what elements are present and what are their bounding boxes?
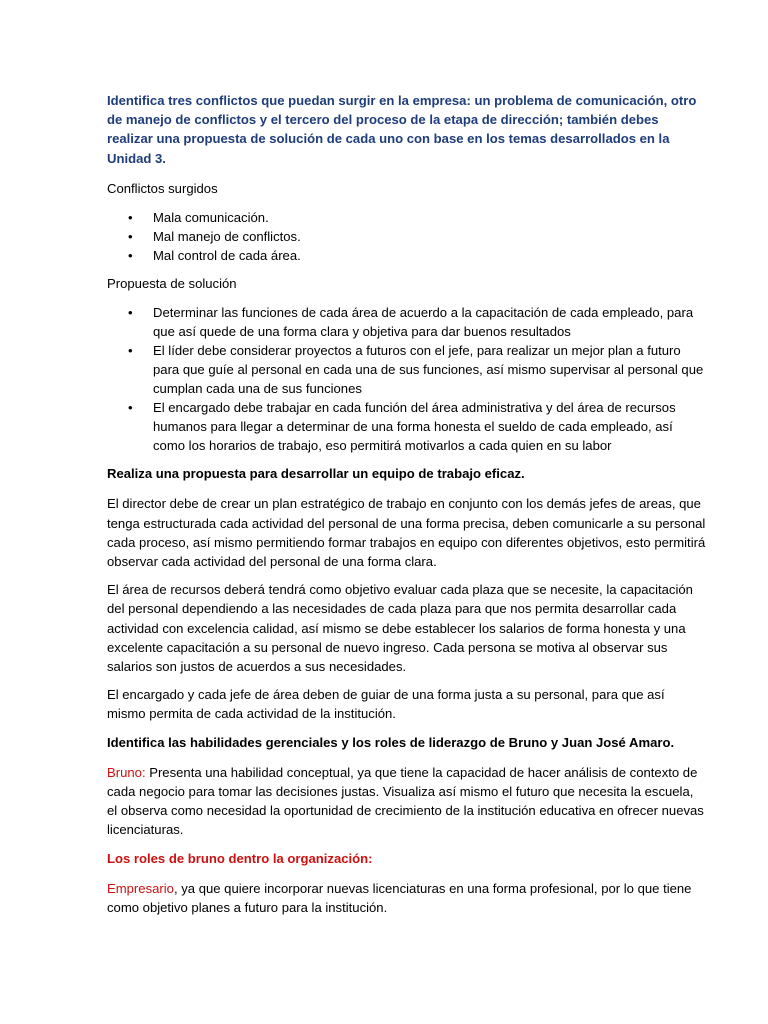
list-item: • Mal control de cada área. <box>128 248 301 264</box>
list-item: • Mala comunicación. <box>128 210 269 226</box>
team-paragraph: El encargado y cada jefe de área deben de guiar de una forma justa a su personal, para que así mismo permita de cada actividad de la institución. <box>107 687 665 722</box>
intro-paragraph: Identifica tres conflictos que puedan surgir en la empresa: un problema de comunicación, otro de manejo de conflictos y el tercero del proceso de la etapa de dirección; también debes realizar una propuesta de solución de cada uno con base en los temas desarrollados en la Unidad 3. <box>107 93 697 166</box>
bullet-icon: • <box>128 210 133 226</box>
team-paragraph: El área de recursos deberá tendrá como objetivo evaluar cada plaza que se necesite, la capacitación del personal dependiendo a las necesidades de cada plaza para que nos permita desarrollar cada actividad con excelencia calidad, así mismo se debe establecer los salarios de forma honesta y una excelente capacitación a su personal de nuevo ingreso. Cada persona se motiva al observar sus salarios son justos de acuerdos a sus necesidades. <box>107 582 693 675</box>
solution-list <box>107 303 706 455</box>
list-item: • El encargado debe trabajar en cada función del área administrativa y del área de recursos humanos para llegar a determinar de una forma honesta el sueldo de cada empleado, así como los horarios de trabajo, eso permitirá motivarlos a cada quien en su labor <box>128 400 676 454</box>
skills-heading: Identifica las habilidades gerenciales y los roles de liderazgo de Bruno y Juan José Amaro. <box>107 734 675 750</box>
bullet-icon: • <box>128 248 133 264</box>
conflicts-heading: Conflictos surgidos <box>107 180 218 196</box>
solution-heading: Propuesta de solución <box>107 276 237 292</box>
bullet-icon: • <box>128 305 133 321</box>
bruno-text: Presenta una habilidad conceptual, ya que tiene la capacidad de hacer análisis de contexto de cada negocio para tomar las decisiones justas. Visualiza así mismo el futuro que necesita la escuela, el observa como necesidad la oportunidad de crecimiento de la institución educativa en ofrecer nuevas licenciaturas. <box>107 764 704 838</box>
team-heading: Realiza una propuesta para desarrollar un equipo de trabajo eficaz. <box>107 466 525 482</box>
bullet-icon: • <box>128 229 133 245</box>
role-text: , ya que quiere incorporar nuevas licenciaturas en una forma profesional, por lo que tiene como objetivo planes a futuro para la institución. <box>107 880 692 916</box>
roles-heading: Los roles de bruno dentro la organización: <box>107 850 373 866</box>
bruno-label: Bruno: <box>107 764 146 780</box>
role-label: Empresario <box>107 880 174 896</box>
bullet-icon: • <box>128 400 133 416</box>
list-item: • El líder debe considerar proyectos a futuros con el jefe, para realizar un mejor plan a futuro para que guíe al personal en cada una de sus funciones, así mismo supervisar al personal que cumplan cada una de sus funciones <box>128 343 704 397</box>
bruno-paragraph <box>107 763 706 840</box>
team-paragraph: El director debe de crear un plan estratégico de trabajo en conjunto con los demás jefes de areas, que tenga estructurada cada actividad del personal de una forma precisa, deben comunicarle a su personal cada proceso, así mismo permitiendo formar trabajos en equipo con diferentes objetivos, esto permitirá observar cada actividad del personal de una forma clara. <box>107 496 706 570</box>
list-item: • Mal manejo de conflictos. <box>128 229 301 245</box>
conflicts-list <box>107 208 706 265</box>
role-paragraph <box>107 879 706 917</box>
list-item: • Determinar las funciones de cada área de acuerdo a la capacitación de cada empleado, para que así quede de una forma clara y objetiva para dar buenos resultados <box>128 305 694 340</box>
bullet-icon: • <box>128 343 133 359</box>
